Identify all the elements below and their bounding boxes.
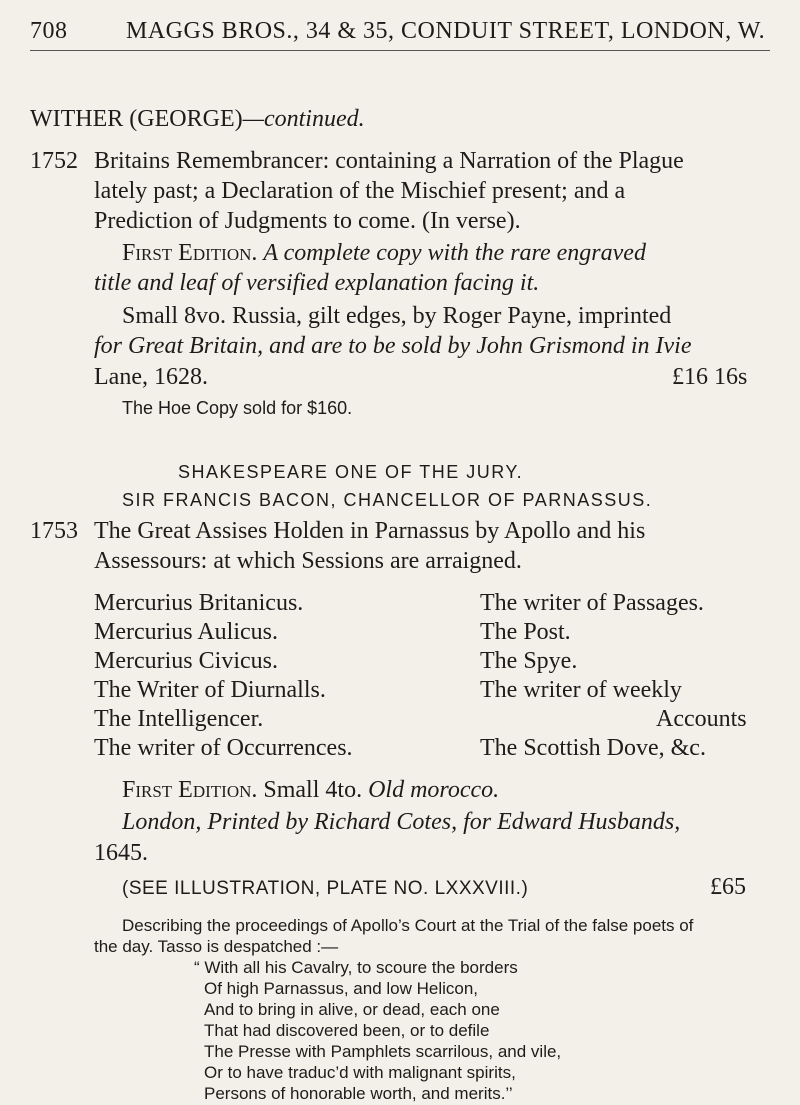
entry-title-line: lately past; a Declaration of the Mischief present; and a <box>94 178 626 204</box>
details-line: Lane, 1628. <box>94 364 208 390</box>
quote-line: The Presse with Pamphlets scarrilous, and vile, <box>204 1042 562 1061</box>
entry-year: 1752 <box>30 148 78 174</box>
list-item: Mercurius Civicus. <box>94 648 278 674</box>
provenance-note: The Hoe Copy sold for $160. <box>122 398 353 418</box>
price: £16 16s <box>672 364 748 390</box>
page-header <box>30 18 770 50</box>
entry-title-line: Prediction of Judgments to come. (In verse). <box>94 208 521 234</box>
list-item: Mercurius Britanicus. <box>94 590 304 616</box>
edition-line <box>122 777 798 804</box>
entry-year: 1753 <box>30 518 78 544</box>
section-subtitle: SIR FRANCIS BACON, CHANCELLOR OF PARNASSUS. <box>122 490 653 510</box>
publisher-line: MAGGS BROS., 34 & 35, CONDUIT STREET, LONDON, W. <box>126 18 766 44</box>
list-item: The Spye. <box>480 648 578 674</box>
list-item: Accounts <box>656 706 747 732</box>
edition-note-line <box>94 270 770 297</box>
imprint-text: London, Printed by Richard Cotes, for Edward Husbands, <box>122 809 681 835</box>
continued-label: —continued. <box>242 106 365 132</box>
edition-label: First Edition. <box>122 777 258 803</box>
quote-line: And to bring in alive, or dead, each one <box>204 1000 500 1019</box>
price: £65 <box>710 874 746 900</box>
list-item: The Writer of Diurnalls. <box>94 677 326 703</box>
list-item: The Post. <box>480 619 571 645</box>
author-name: WITHER (GEORGE) <box>30 106 243 132</box>
quote-line: Persons of honorable worth, and merits.’’ <box>204 1084 513 1103</box>
quote-line: That had discovered been, or to defile <box>204 1021 490 1040</box>
edition-line <box>122 240 798 267</box>
binding: Old morocco. <box>368 777 500 803</box>
description-line: Describing the proceedings of Apollo’s Court at the Trial of the false poets of <box>122 916 694 935</box>
entry-title-line: The Great Assises Holden in Parnassus by Apollo and his <box>94 518 646 544</box>
format: Small 4to. <box>263 777 363 803</box>
edition-label: First Edition. <box>122 240 258 266</box>
list-item: The Scottish Dove, &c. <box>480 735 706 761</box>
imprint-year: 1645. <box>94 840 148 866</box>
entry-title-line: Britains Remembrancer: containing a Narration of the Plague <box>94 148 684 174</box>
imprint-text: for Great Britain, and are to be sold by John Grismond in Ivie <box>94 333 692 359</box>
header-rule <box>30 50 770 51</box>
list-item: The writer of Occurrences. <box>94 735 353 761</box>
illustration-note: (SEE ILLUSTRATION, PLATE NO. LXXXVIII.) <box>122 878 529 899</box>
page-number: 708 <box>30 18 68 44</box>
section-heading <box>30 106 365 133</box>
section-title: SHAKESPEARE ONE OF THE JURY. <box>178 462 524 482</box>
quote-line: Or to have traduc’d with malignant spirits, <box>204 1063 516 1082</box>
list-item: The Intelligencer. <box>94 706 264 732</box>
list-item: The writer of Passages. <box>480 590 704 616</box>
description-line: the day. Tasso is despatched :— <box>94 937 339 956</box>
quote-line: “ With all his Cavalry, to scoure the borders <box>194 958 518 977</box>
entry-title-line: Assessours: at which Sessions are arraigned. <box>94 548 522 574</box>
list-item: The writer of weekly <box>480 677 682 703</box>
quote-line: Of high Parnassus, and low Helicon, <box>204 979 479 998</box>
details-line <box>94 333 770 360</box>
edition-note: A complete copy with the rare engraved <box>263 240 646 266</box>
edition-note-continued: title and leaf of versified explanation facing it. <box>94 270 540 296</box>
list-item: Mercurius Aulicus. <box>94 619 278 645</box>
details-line: Small 8vo. Russia, gilt edges, by Roger Payne, imprinted <box>122 303 672 329</box>
imprint-line <box>122 809 798 836</box>
